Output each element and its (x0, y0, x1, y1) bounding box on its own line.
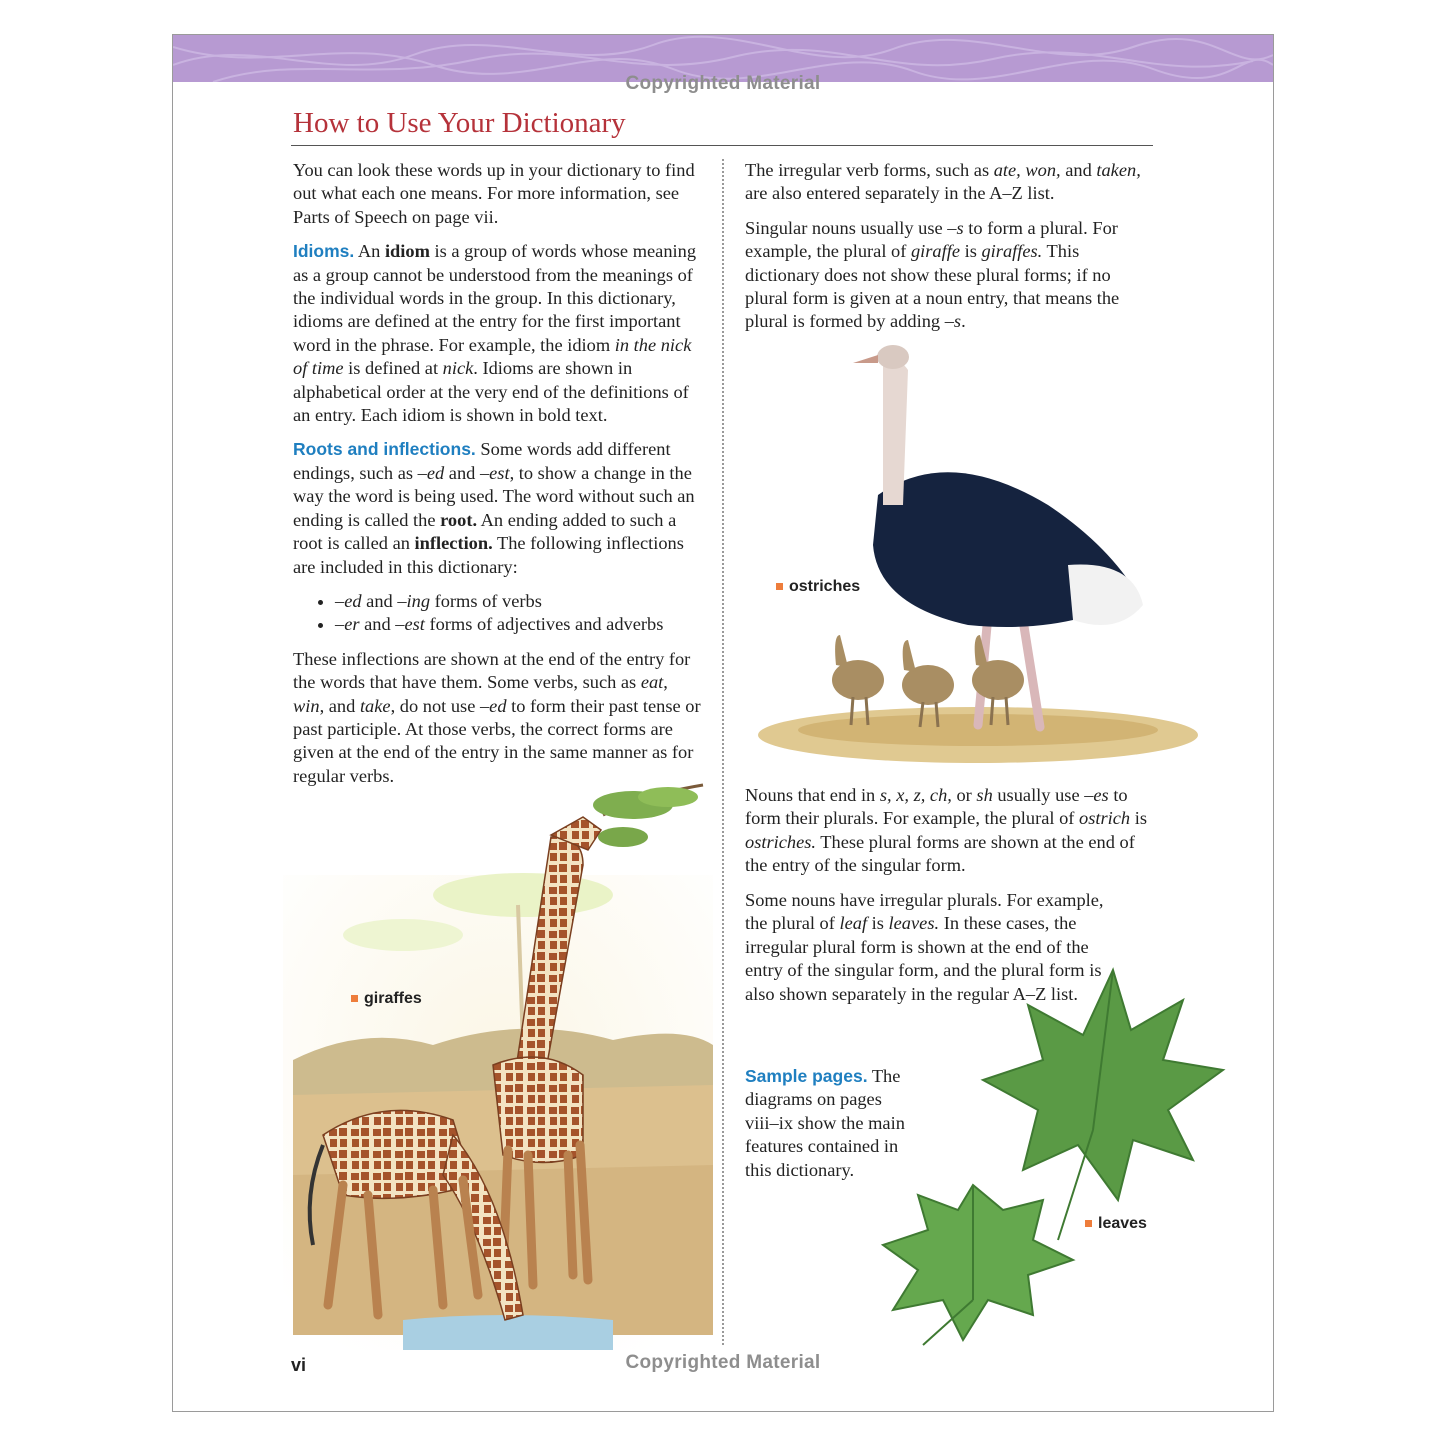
column-divider (722, 159, 724, 1345)
list-item: • –ed and –ing forms of verbs (335, 590, 703, 613)
caption-giraffes: giraffes (351, 990, 422, 1008)
caption-ostriches: ostriches (776, 578, 860, 596)
idioms-heading: Idioms. (293, 241, 355, 262)
es-nouns-paragraph: Nouns that end in s, x, z, ch, or sh usually use –es to form their plurals. For example, the plural of ostrich is ostriches. These plural forms are shown at the end of the entry of the singular form. (745, 785, 1147, 876)
idioms-paragraph: Idioms. An idiom is a group of words whose meaning as a group cannot be understood from the meanings of the individual words in the group. In this dictionary, idioms are defined at the entry for the first important word in the phrase. For example, the idiom in the nick of time is defined at nick. Idioms are shown in alphabetical order at the very end of the definitions of an entry. Each idiom is shown in bold text. (293, 241, 697, 426)
roots-heading: Roots and inflections. (293, 439, 476, 460)
irregular-verbs-paragraph: The irregular verb forms, such as ate, won, and taken, are also entered separately in the A–Z list. (745, 160, 1141, 204)
right-column (745, 159, 1157, 345)
singular-nouns-paragraph: Singular nouns usually use –s to form a plural. For example, the plural of giraffe is giraffes. This dictionary does not show these plural forms; if no plural form is given at a noun entry, that means the plural is formed by adding –s. (745, 217, 1120, 332)
inflection-list (293, 590, 703, 637)
sample-pages-heading: Sample pages. (745, 1066, 868, 1086)
inflections-paragraph: These inflections are shown at the end of the entry for the words that have them. Some verbs, such as eat, win, and take, do not use –ed to form their past tense or past participle. At those verbs, the correct forms are given at the end of the entry in the same manner as for regular verbs. (293, 648, 701, 786)
list-item: • –er and –est forms of adjectives and adverbs (335, 613, 703, 636)
title-rule (291, 145, 1153, 146)
page-number: vi (291, 1355, 307, 1375)
intro-paragraph: You can look these words up in your dictionary to find out what each one means. For more information, see Parts of Speech on page vii. (293, 160, 695, 227)
ostriches-illustration (748, 335, 1208, 765)
page-title: How to Use Your Dictionary (293, 107, 626, 139)
roots-paragraph: Roots and inflections. Some words add different endings, such as –ed and –est, to show a change in the way the word is being used. The word without such an ending is called the root. An ending added to such a root is called an inflection. The following inflections are included in this dictionary: (293, 439, 695, 577)
caption-leaves: leaves (1085, 1215, 1147, 1233)
copyright-notice-top: Copyrighted Material (625, 73, 821, 94)
copyright-notice-bottom: Copyrighted Material (625, 1352, 821, 1373)
irregular-plurals-paragraph: Some nouns have irregular plurals. For example, the plural of leaf is leaves. In these cases, the irregular plural form is shown at the end of the entry of the singular form, and the plural form is also shown separately in the regular A–Z list. (745, 890, 1104, 1004)
sample-pages-paragraph: Sample pages. The diagrams on pages viii–ix show the main features contained in this dictionary. (745, 1066, 905, 1180)
right-column-lower (745, 784, 1157, 889)
sample-pages-block (745, 1065, 905, 1193)
giraffes-illustration (283, 775, 713, 1350)
irregular-plurals-block (745, 889, 1117, 1017)
leaves-illustration (863, 960, 1243, 1360)
dictionary-page (172, 34, 1274, 1412)
left-column (293, 159, 703, 799)
